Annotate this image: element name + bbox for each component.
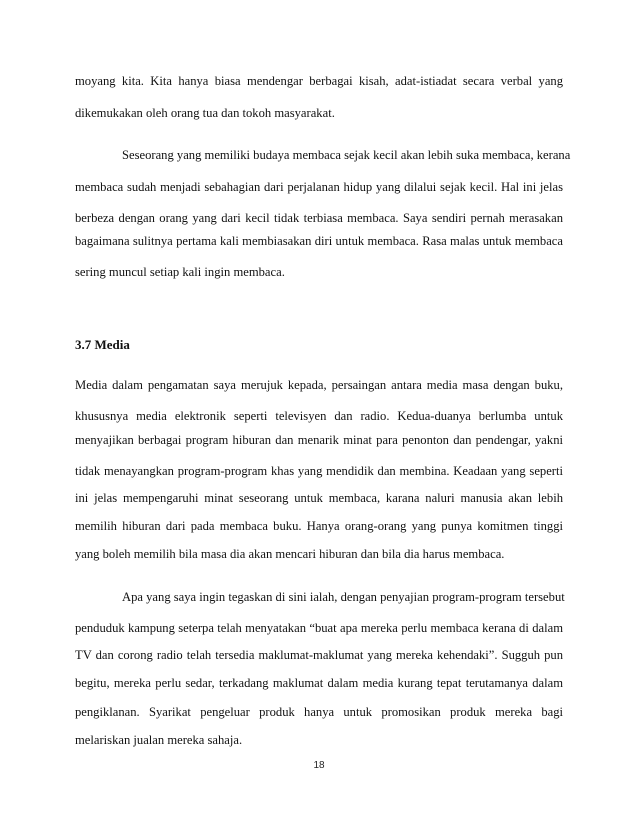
- paragraph-3-line-4: tidak menayangkan program-program khas yang mendidik dan membina. Keadaan yang seperti: [75, 464, 563, 478]
- paragraph-2-line-4: bagaimana sulitnya pertama kali membiasakan diri untuk membaca. Rasa malas untuk membaca: [75, 234, 563, 248]
- paragraph-4-line-1: Apa yang saya ingin tegaskan di sini ialah, dengan penyajian program-program tersebut: [122, 590, 565, 604]
- paragraph-3-line-3: menyajikan berbagai program hiburan dan menarik minat para penonton dan pendengar, yakni: [75, 433, 563, 447]
- paragraph-2-line-2: membaca sudah menjadi sebahagian dari perjalanan hidup yang dilalui sejak kecil. Hal ini jelas: [75, 180, 563, 194]
- paragraph-1-line-1: moyang kita. Kita hanya biasa mendengar berbagai kisah, adat-istiadat secara verbal yang: [75, 74, 563, 88]
- paragraph-4-line-4: begitu, mereka perlu sedar, terkadang maklumat dalam media kurang tepat terutamanya dalam: [75, 676, 563, 690]
- paragraph-4-line-3: TV dan corong radio telah tersedia maklumat-maklumat yang mereka kehendaki”. Sugguh pun: [75, 648, 563, 662]
- paragraph-2-line-5: sering muncul setiap kali ingin membaca.: [75, 265, 285, 279]
- paragraph-3-line-1: Media dalam pengamatan saya merujuk kepada, persaingan antara media masa dengan buku,: [75, 378, 563, 392]
- paragraph-3-line-7: yang boleh memilih bila masa dia akan mencari hiburan dan bila dia harus membaca.: [75, 547, 505, 561]
- section-heading: 3.7 Media: [75, 337, 130, 352]
- paragraph-1-line-2: dikemukakan oleh orang tua dan tokoh masyarakat.: [75, 106, 335, 120]
- paragraph-4-line-5: pengiklanan. Syarikat pengeluar produk hanya untuk promosikan produk mereka bagi: [75, 705, 563, 719]
- paragraph-4-line-6: melariskan jualan mereka sahaja.: [75, 733, 243, 747]
- paragraph-3-line-6: memilih hiburan dari pada membaca buku. Hanya orang-orang yang punya komitmen tinggi: [75, 519, 563, 533]
- paragraph-4-line-2: penduduk kampung seterpa telah menyatakan “buat apa mereka perlu membaca kerana di dalam: [75, 621, 563, 635]
- page-number: 18: [313, 760, 325, 771]
- paragraph-2-line-3: berbeza dengan orang yang dari kecil tidak terbiasa membaca. Saya sendiri pernah merasakan: [75, 211, 563, 225]
- paragraph-3-line-5: ini jelas mempengaruhi minat seseorang untuk membaca, karana naluri manusia akan lebih: [75, 491, 563, 505]
- paragraph-2-line-1: Seseorang yang memiliki budaya membaca sejak kecil akan lebih suka membaca, kerana: [122, 148, 571, 162]
- paragraph-3-line-2: khususnya media elektronik seperti televisyen dan radio. Kedua-duanya berlumba untuk: [75, 409, 563, 423]
